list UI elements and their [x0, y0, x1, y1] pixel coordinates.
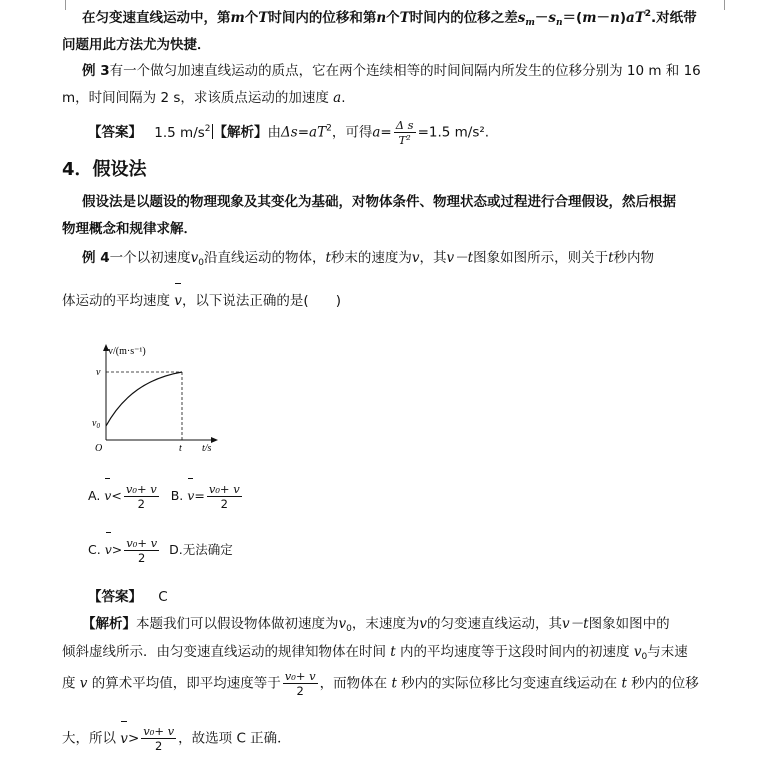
- example-3-label: 例 3: [82, 63, 110, 79]
- options-row-ab: [88, 482, 244, 511]
- average-velocity-symbol: v: [174, 293, 182, 309]
- t-axis-arrow: [211, 437, 218, 443]
- v0-tick-label: $v_0$: [92, 418, 100, 430]
- v-tick-label: v: [96, 367, 101, 378]
- v-t-graph: [78, 340, 228, 460]
- answer-4-value: C: [158, 589, 168, 605]
- velocity-curve: [106, 372, 182, 426]
- example-4-line-2: 体运动的平均速度 v，以下说法正确的是( ): [62, 293, 341, 309]
- page-corner-mark-left: [65, 0, 66, 10]
- answer-tag: 【答案】: [88, 589, 142, 605]
- answer-tag: 【答案】: [88, 124, 142, 141]
- analysis-4-line-1: 【解析】本题我们可以假设物体做初速度为$v_0$，末速度为v的匀变速直线运动，其v－t图象如图中的: [82, 616, 670, 634]
- page-corner-mark-right: [724, 0, 725, 10]
- option-a[interactable]: A. v< $\frac{\text{v₀+ v}}{2}$: [88, 482, 157, 511]
- option-b[interactable]: B. v= $\frac{\text{v₀+ v}}{2}$: [170, 482, 240, 511]
- example-4-line-1: 例 4一个以初速度$v_0$沿直线运动的物体，t秒末的速度为v，其v－t图象如图所示，则关于t秒内物: [82, 250, 655, 268]
- assumption-method-line-2: 物理概念和规律求解．: [62, 221, 197, 237]
- method-summary-line-2: 问题用此方法尤为快捷．: [62, 37, 211, 53]
- example-3-line-1: 例 3有一个做匀加速直线运动的质点，它在两个连续相等的时间间隔内所发生的位移分别为 10 m 和 16: [82, 63, 701, 79]
- fraction-delta-s-over-t-squared: $\frac{\text{Δ s}}{\text{T²}}$: [395, 118, 414, 147]
- example-3-line-2: m，时间间隔为 2 s，求该质点运动的加速度 a.: [62, 90, 346, 106]
- answer-4-line: [88, 585, 168, 605]
- analysis-4-line-4: 大，所以 v> $\frac{\text{v₀+ v}}{2}$ ，故选项 C 正确．: [62, 724, 291, 753]
- answer-3-line: 【答案】 1.5 $m/s^2$ 【解析】由$\Delta s=aT^2$，可得a= $\frac{\text{Δ s}}{\text{T²}}$ =1.5 m/s².: [88, 118, 490, 147]
- section-4-heading: 4．假设法: [62, 159, 147, 180]
- analysis-tag: 【解析】: [213, 124, 268, 141]
- analysis-tag: 【解析】: [82, 616, 136, 632]
- text-cursor: [212, 124, 213, 139]
- t-axis-label: t/s: [202, 443, 212, 454]
- analysis-4-line-3: 度 v 的算术平均值，即平均速度等于 $\frac{\text{v₀+ v}}{2}$ ，而物体在 t 秒内的实际位移比匀变速直线运动在 t 秒内的位移: [62, 669, 699, 698]
- option-d[interactable]: D.无法确定: [169, 542, 233, 557]
- example-4-label: 例 4: [82, 250, 110, 266]
- answer-3-value: 1.5 $m/s^2$: [154, 123, 211, 141]
- method-summary-line-1: 在匀变速直线运动中，第m个T时间内的位移和第n个T时间内的位移之差$s_m-s_n=(m-n)aT^2$.对纸带: [82, 9, 697, 28]
- v-axis-label: v/(m·s⁻¹): [108, 346, 146, 357]
- assumption-method-line-1: 假设法是以题设的物理现象及其变化为基础，对物体条件、物理状态或过程进行合理假设，然后根据: [82, 194, 676, 210]
- t-tick-label: t: [179, 443, 182, 454]
- option-c[interactable]: C. v> $\frac{\text{v₀+ v}}{2}$: [88, 536, 158, 565]
- options-row-cd: [88, 536, 233, 565]
- analysis-4-line-2: 倾斜虚线所示．由匀变速直线运动的规律知物体在时间 t 内的平均速度等于这段时间内的初速度 $v_0$与末速: [62, 644, 688, 662]
- origin-label: O: [95, 443, 103, 454]
